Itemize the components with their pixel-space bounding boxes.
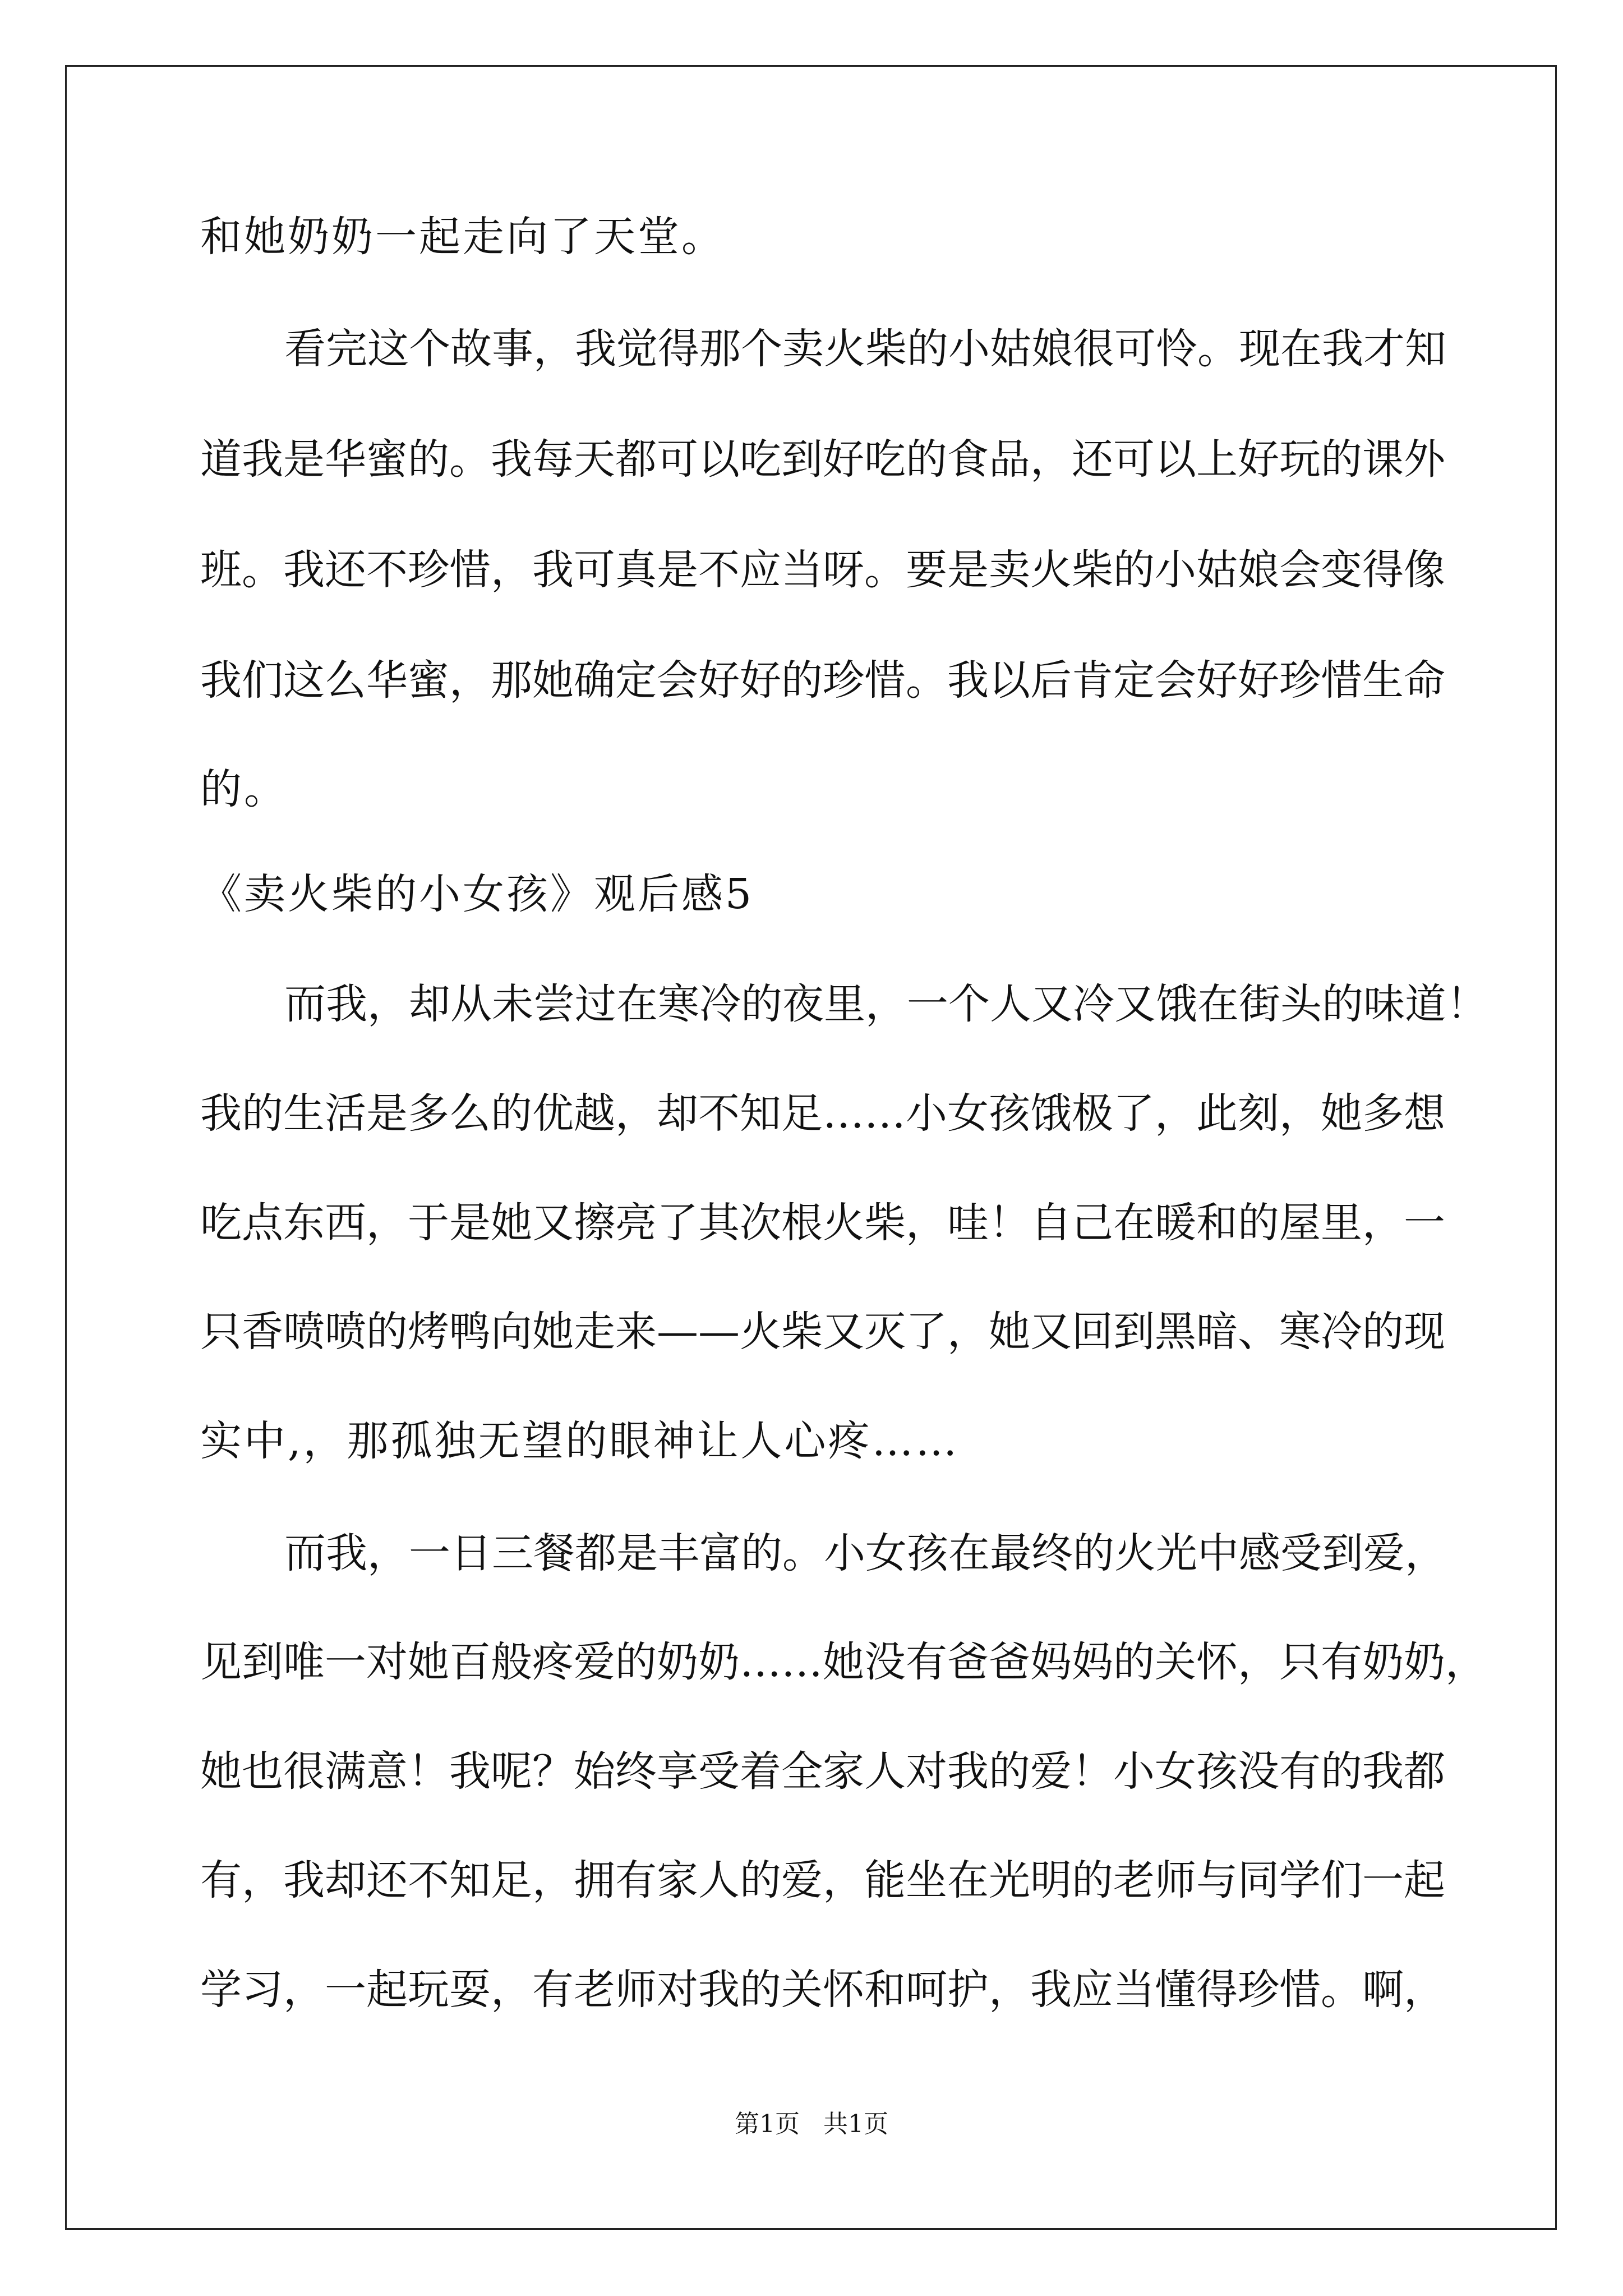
text-line: 实中,，那孤独无望的眼神让人心疼…… [200, 1417, 960, 1465]
text-line: 学习，一起玩耍，有老师对我的关怀和呵护，我应当懂得珍惜。啊， [200, 1966, 1445, 2014]
text-line: 道我是华蜜的。我每天都可以吃到好吃的食品，还可以上好玩的课外 [200, 435, 1445, 484]
text-line: 吃点东西，于是她又擦亮了其次根火柴，哇！自己在暖和的屋里，一 [200, 1199, 1445, 1247]
text-line: 和她奶奶一起走向了天堂。 [200, 213, 725, 261]
page-number-footer: 第1页 共1页 [735, 2110, 888, 2138]
text-line: 有，我却还不知足，拥有家人的爱，能坐在光明的老师与同学们一起 [200, 1856, 1445, 1904]
paragraph-first-line: 而我，却从未尝过在寒冷的夜里，一个人又冷又饿在街头的味道！ [284, 980, 1488, 1028]
paragraph-first-line: 看完这个故事，我觉得那个卖火柴的小姑娘很可怜。现在我才知 [284, 325, 1446, 373]
section-heading: 《卖火柴的小女孩》观后感5 [200, 870, 754, 918]
text-line: 班。我还不珍惜，我可真是不应当呀。要是卖火柴的小姑娘会变得像 [200, 546, 1445, 594]
paragraph-first-line: 而我，一日三餐都是丰富的。小女孩在最终的火光中感受到爱， [284, 1529, 1446, 1577]
text-line: 我们这么华蜜，那她确定会好好的珍惜。我以后肯定会好好珍惜生命 [200, 656, 1445, 705]
text-line: 只香喷喷的烤鸭向她走来——火柴又灭了，她又回到黑暗、寒冷的现 [200, 1308, 1445, 1356]
text-line: 她也很满意！我呢？始终享受着全家人对我的爱！小女孩没有的我都 [200, 1747, 1445, 1796]
text-line: 的。 [200, 765, 288, 813]
page-border [65, 65, 1557, 2230]
text-line: 我的生活是多么的优越，却不知足……小女孩饿极了，此刻，她多想 [200, 1089, 1445, 1138]
text-line: 见到唯一对她百般疼爱的奶奶……她没有爸爸妈妈的关怀，只有奶奶， [200, 1638, 1487, 1686]
